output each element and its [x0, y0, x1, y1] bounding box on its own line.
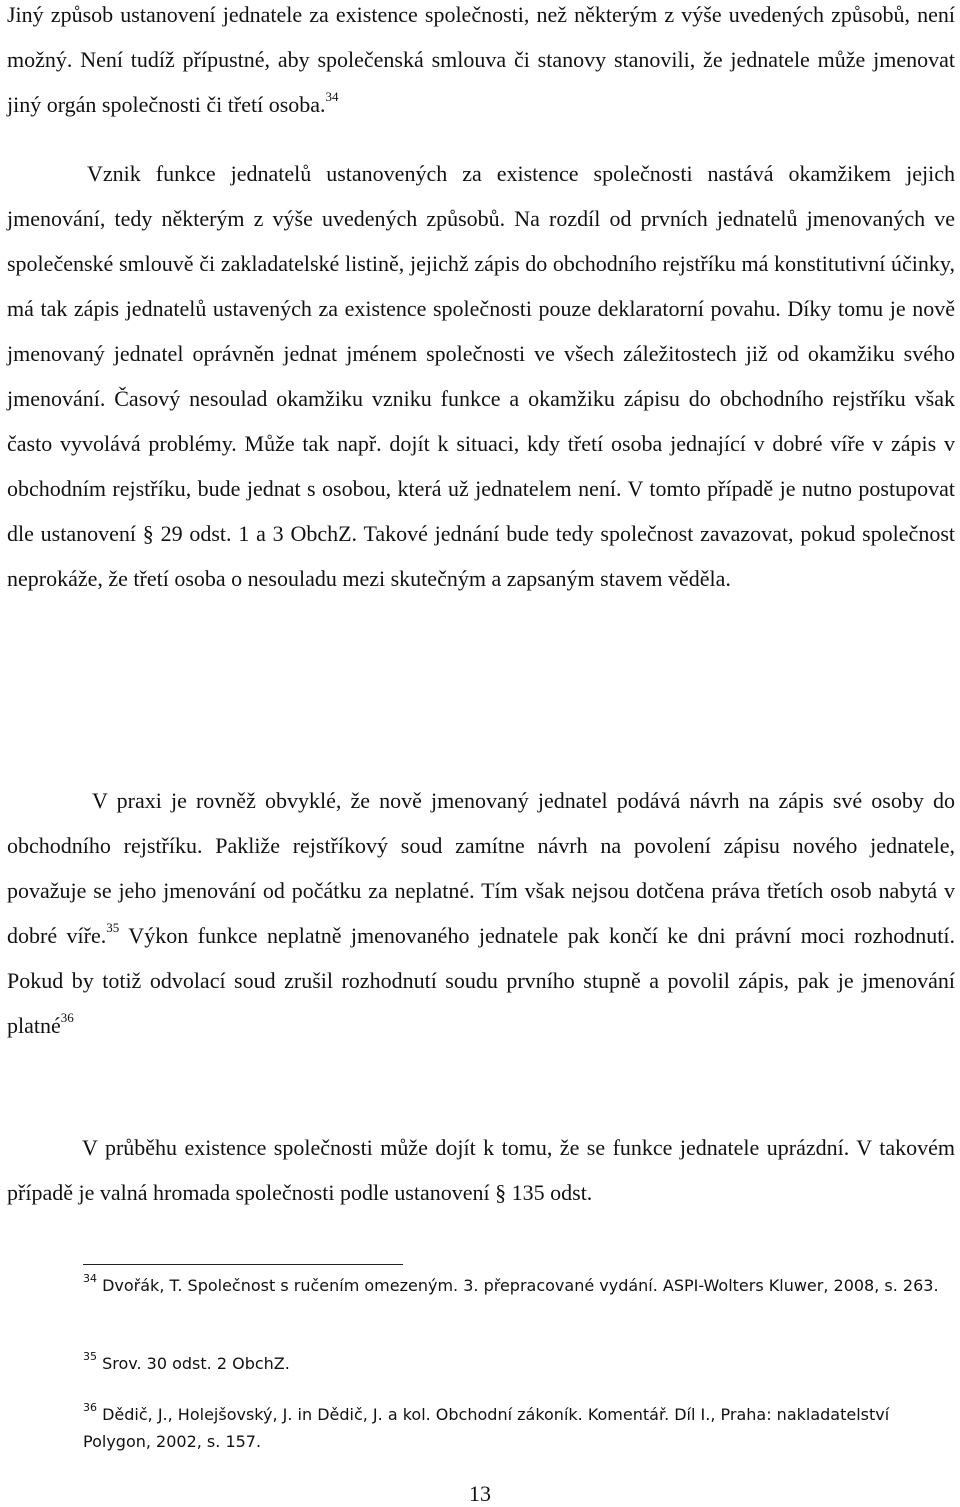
- footnote-reference: 35: [106, 919, 120, 935]
- text-run: Vznik funkce jednatelů ustanovených za existence společnosti nastává okamžikem jejich jmenování, tedy některým z výše uvedených způsobů. Na rozdíl od prvních jednatelů jmenovaných ve společenské smlouvě či zakladatelské listině, jejichž zápis do obchodního rejstříku má konstitutivní účinky, má tak zápis jednatelů ustavených za existence společnosti pouze deklaratorní povahu. Díky tomu je nově jmenovaný jednatel oprávněn jednat jménem společnosti ve všech záležitostech již od okamžiku svého jmenování. Časový nesoulad okamžiku vzniku funkce a okamžiku zápisu do obchodního rejstříku však často vyvolává problémy. Může tak např. dojít k situaci, kdy třetí osoba jednající v dobré víře v zápis v obchodním rejstříku, bude jednat s osobou, která už jednatelem není. V tomto případě je nutno postupovat dle ustanovení § 29 odst. 1 a 3 ObchZ. Takové jednání bude tedy společnost zavazovat, pokud společnost neprokáže, že třetí osoba o nesouladu mezi skutečným a zapsaným stavem věděla.: [7, 161, 955, 591]
- text-run: Výkon funkce neplatně jmenovaného jednatele pak končí ke dni právní moci rozhodnutí. Pokud by totiž odvolací soud zrušil rozhodnutí soudu prvního stupně a povolil zápis, pak je jmenování platné: [7, 923, 955, 1038]
- footnote-separator: [83, 1264, 403, 1265]
- footnote-reference: 36: [60, 1009, 74, 1025]
- footnote-36: [83, 1401, 956, 1455]
- footnote-35: [83, 1350, 956, 1377]
- footnote-text: Dvořák, T. Společnost s ručením omezeným. 3. přepracované vydání. ASPI-Wolters Kluwer, 2008, s. 263.: [102, 1276, 939, 1295]
- footnote-number: 35: [83, 1349, 97, 1363]
- text-run: V průběhu existence společnosti může dojít k tomu, že se funkce jednatele uprázdní. V takovém případě je valná hromada společnosti podle ustanovení § 135 odst.: [7, 1135, 955, 1205]
- text-run: V praxi je rovněž obvyklé, že nově jmenovaný jednatel podává návrh na zápis své osoby do obchodního rejstříku. Pakliže rejstříkový soud zamítne návrh na povolení zápisu nového jednatele, považuje se jeho jmenování od počátku za neplatné. Tím však nejsou dotčena práva třetích osob nabytá v dobré víře.: [7, 788, 955, 948]
- paragraph-3: [7, 778, 955, 1048]
- paragraph-2: [7, 151, 955, 601]
- page-number: 13: [469, 1481, 491, 1506]
- footnote-number: 36: [83, 1400, 97, 1414]
- paragraph-1: [7, 0, 955, 127]
- text-run: Jiný způsob ustanovení jednatele za existence společnosti, než některým z výše uvedených způsobů, není možný. Není tudíž přípustné, aby společenská smlouva či stanovy stanovili, že jednatele může jmenovat jiný orgán společnosti či třetí osoba.: [7, 2, 955, 117]
- footnote-34: [83, 1272, 956, 1299]
- footnote-text: Dědič, J., Holejšovský, J. in Dědič, J. a kol. Obchodní zákoník. Komentář. Díl I., Praha: nakladatelství Polygon, 2002, s. 157.: [83, 1405, 890, 1451]
- paragraph-4: [7, 1125, 955, 1215]
- footnote-reference: 34: [325, 88, 339, 104]
- footnote-number: 34: [83, 1271, 97, 1285]
- footnote-text: Srov. 30 odst. 2 ObchZ.: [102, 1354, 290, 1373]
